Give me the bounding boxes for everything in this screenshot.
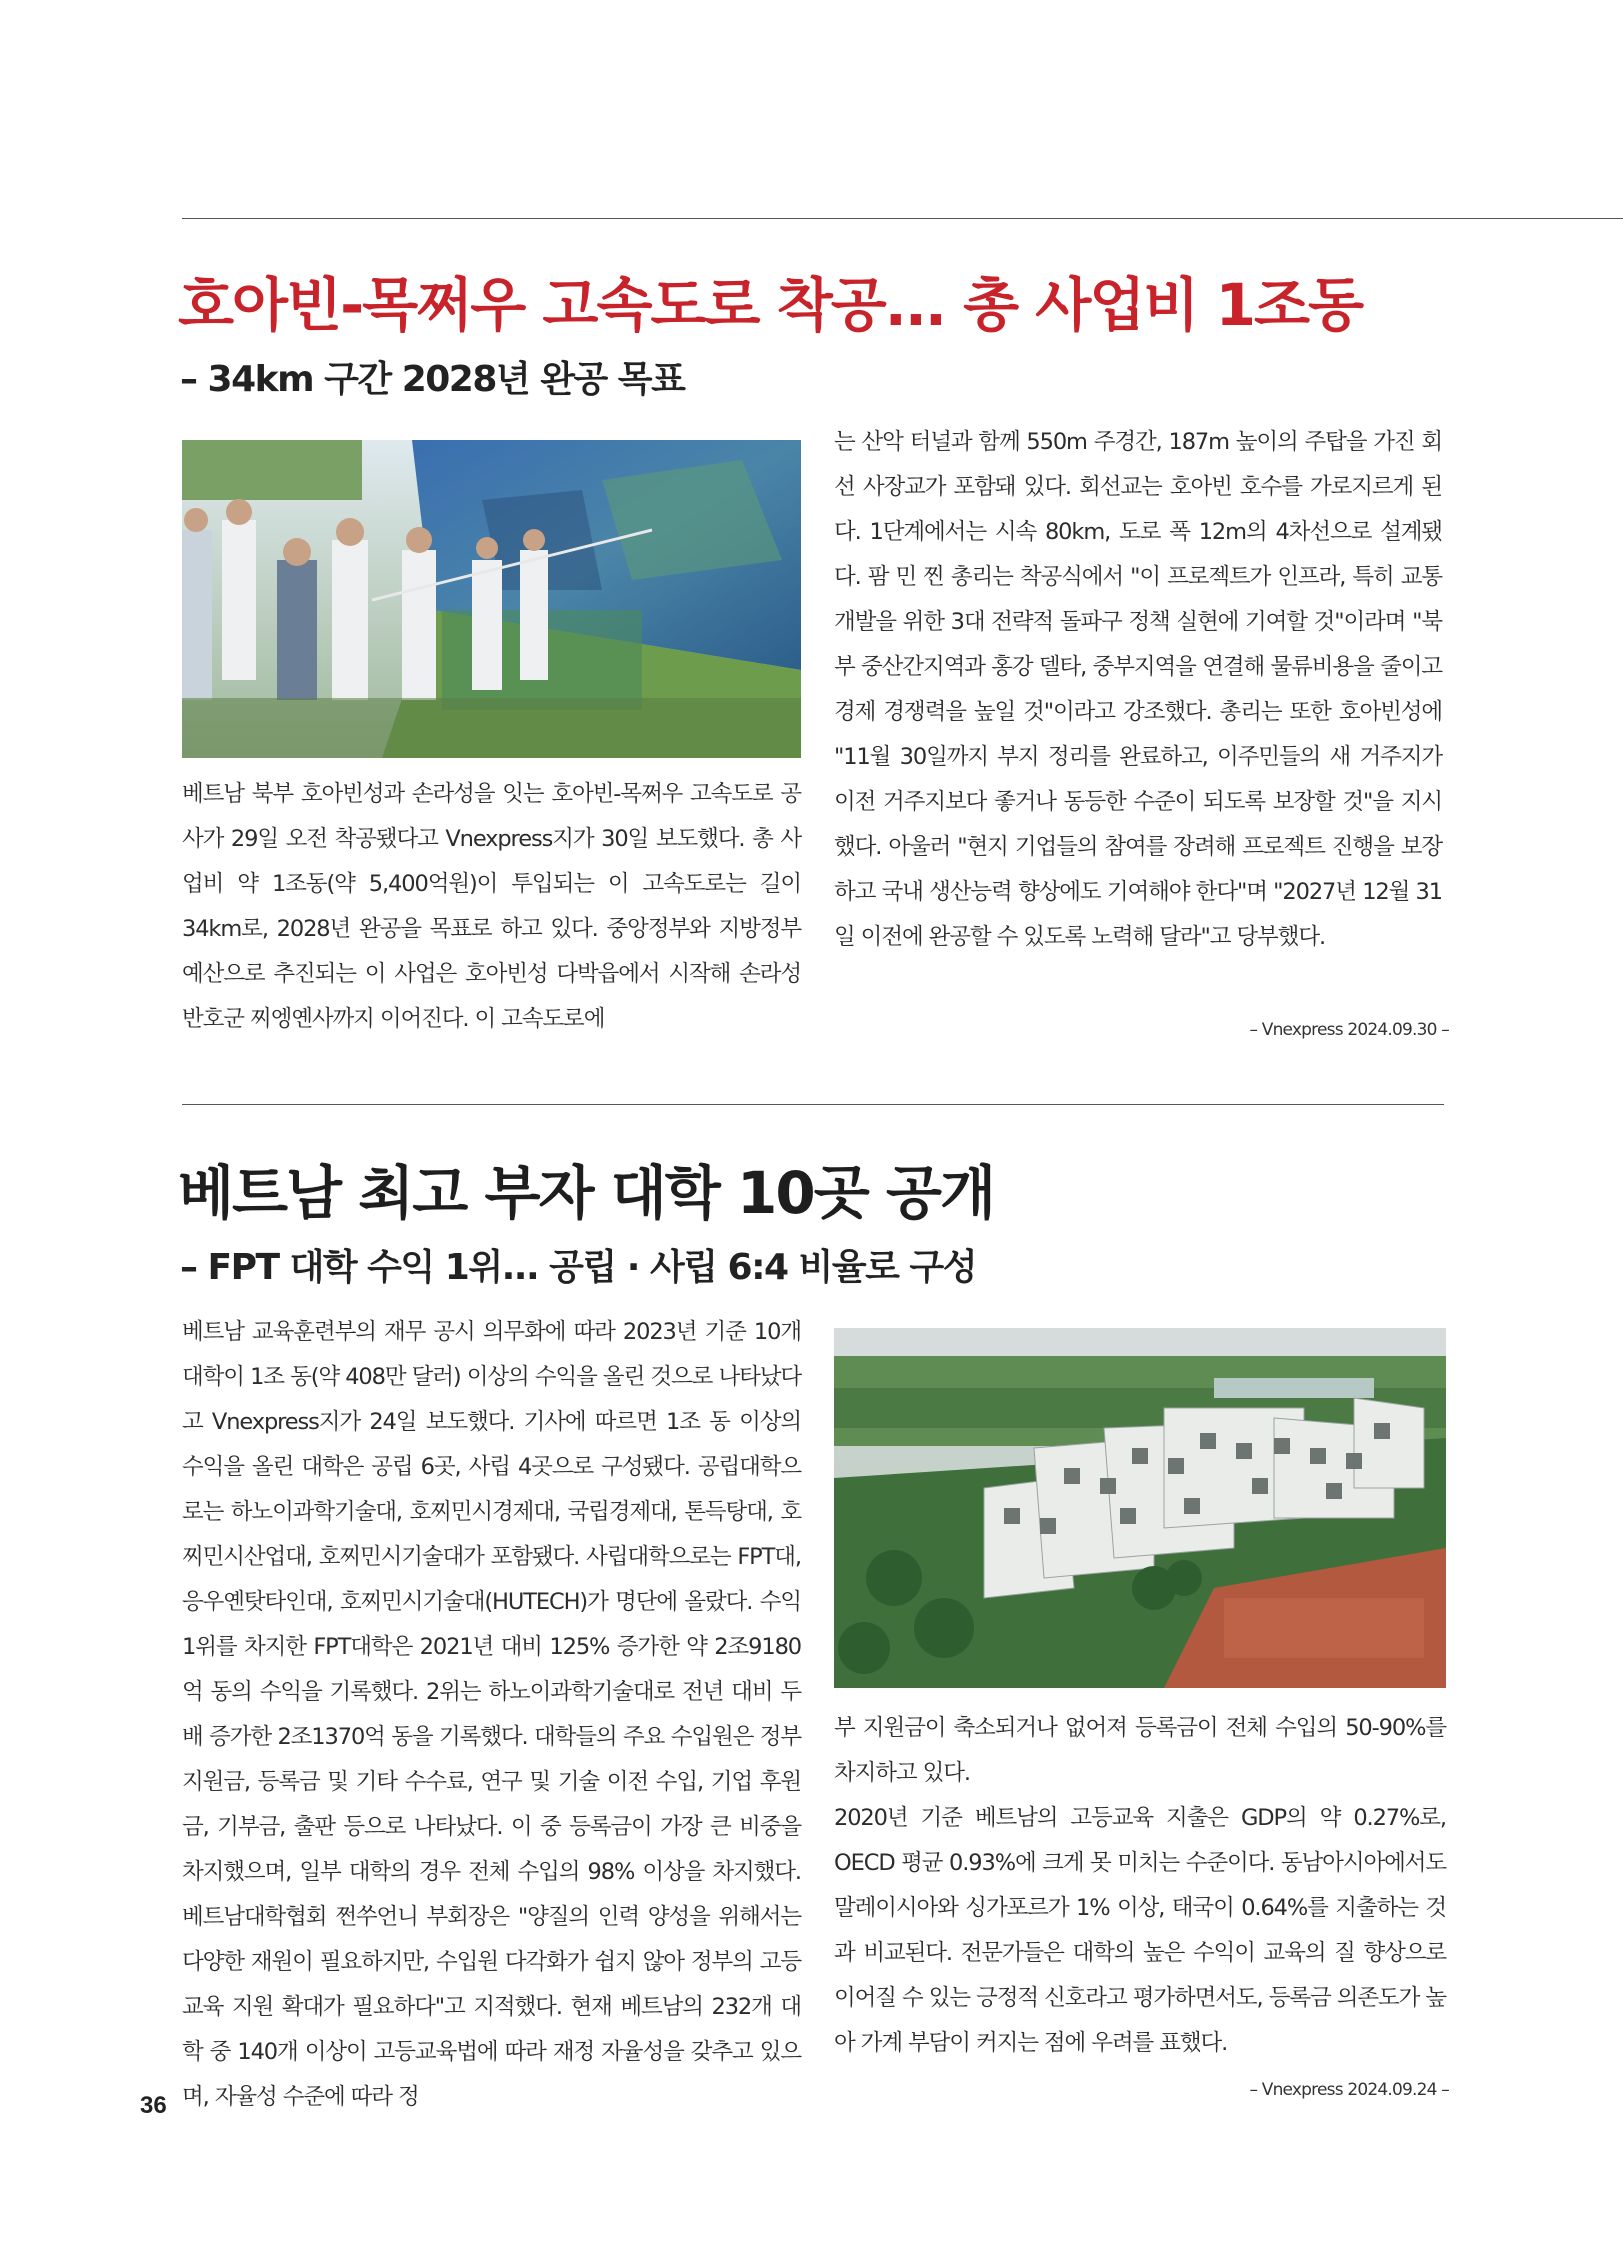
university-campus-image <box>834 1328 1446 1688</box>
article2-body-col2a: 부 지원금이 축소되거나 없어져 등록금이 전체 수입의 50-90%를 차지하고 있다. <box>834 1715 1446 1786</box>
article2-subtitle: – FPT 대학 수익 1위... 공립 · 사립 6:4 비율로 구성 <box>180 1247 976 1288</box>
article1-body-col1: 베트남 북부 호아빈성과 손라성을 잇는 호아빈-목쩌우 고속도로 공사가 29일 오전 착공됐다고 Vnexpress지가 30일 보도했다. 총 사업비 약 1조동(약 5,400억원)이 투입되는 이 고속도로는 길이 34km로, 2028년 완공을 목표로 하고 있다. 중앙정부와 지방정부 예산으로 추진되는 이 사업은 호아빈성 다박읍에서 시작해 손라성 반호군 찌엥옌사까지 이어진다. 이 고속도로에 <box>182 781 801 1032</box>
article2-photo <box>834 1328 1446 1688</box>
top-divider <box>182 218 1623 219</box>
article1-body-col2: 는 산악 터널과 함께 550m 주경간, 187m 높이의 주탑을 가진 회선 사장교가 포함돼 있다. 회선교는 호아빈 호수를 가로지르게 된다. 1단계에서는 시속 80km, 도로 폭 12m의 4차선으로 설계됐다. 팜 민 찐 총리는 착공식에서 "이 프로젝트가 인프라, 특히 교통 개발을 위한 3대 전략적 돌파구 정책 실현에 기여할 것"이라며 "북부 중산간지역과 홍강 델타, 중부지역을 연결해 물류비용을 줄이고 경제 경쟁력을 높일 것"이라고 강조했다. 총리는 또한 호아빈성에 "11월 30일까지 부지 정리를 완료하고, 이주민들의 새 거주지가 이전 거주지보다 좋거나 동등한 수준이 되도록 보장할 것"을 지시했다. 아울러 "현지 기업들의 참여를 장려해 프로젝트 진행을 보장하고 국내 생산능력 향상에도 기여해야 한다"며 "2027년 12월 31일 이전에 완공할 수 있도록 노력해 달라"고 당부했다. <box>834 429 1442 950</box>
article2-body-col1: 베트남 교육훈련부의 재무 공시 의무화에 따라 2023년 기준 10개 대학이 1조 동(약 408만 달러) 이상의 수익을 올린 것으로 나타났다고 Vnexpress지가 24일 보도했다. 기사에 따르면 1조 동 이상의 수익을 올린 대학은 공립 6곳, 사립 4곳으로 구성됐다. 공립대학으로는 하노이과학기술대, 호찌민시경제대, 국립경제대, 톤득탕대, 호찌민시산업대, 호찌민시기술대가 포함됐다. 사립대학으로는 FPT대, 응우옌탓타인대, 호찌민시기술대(HUTECH)가 명단에 올랐다. 수익 1위를 차지한 FPT대학은 2021년 대비 125% 증가한 약 2조9180억 동의 수익을 기록했다. 2위는 하노이과학기술대로 전년 대비 두 배 증가한 2조1370억 동을 기록했다. 대학들의 주요 수입원은 정부 지원금, 등록금 및 기타 수수료, 연구 및 기술 이전 수입, 기업 후원금, 기부금, 출판 등으로 나타났다. 이 중 등록금이 가장 큰 비중을 차지했으며, 일부 대학의 경우 전체 수입의 98% 이상을 차지했다. 베트남대학협회 쩐쑤언니 부회장은 "양질의 인력 양성을 위해서는 다양한 재원이 필요하지만, 수입원 다각화가 쉽지 않아 정부의 고등교육 지원 확대가 필요하다"고 지적했다. 현재 베트남의 232개 대학 중 140개 이상이 고등교육법에 따라 재정 자율성을 갖추고 있으며, 자율성 수준에 따라 정 <box>182 1319 801 2110</box>
article1-title: 호아빈-목쩌우 고속도로 착공... 총 사업비 1조동 <box>178 271 1362 339</box>
article1-photo <box>182 440 801 758</box>
groundbreaking-ceremony-image <box>182 440 801 758</box>
article1-source: – Vnexpress 2024.09.30 – <box>1249 1020 1449 1040</box>
article1-subtitle: – 34km 구간 2028년 완공 목표 <box>180 359 685 400</box>
article2-body-col2b: 2020년 기준 베트남의 고등교육 지출은 GDP의 약 0.27%로, OECD 평균 0.93%에 크게 못 미치는 수준이다. 동남아시아에서도 말레이시아와 싱가포르가 1% 이상, 태국이 0.64%를 지출하는 것과 비교된다. 전문가들은 대학의 높은 수익이 교육의 질 향상으로 이어질 수 있는 긍정적 신호라고 평가하면서도, 등록금 의존도가 높아 가계 부담이 커지는 점에 우려를 표했다. <box>834 1805 1446 2056</box>
article2-source: – Vnexpress 2024.09.24 – <box>1249 2080 1449 2100</box>
article2-title: 베트남 최고 부자 대학 10곳 공개 <box>178 1159 995 1227</box>
page-number: 36 <box>140 2092 167 2119</box>
section-divider <box>182 1104 1444 1105</box>
